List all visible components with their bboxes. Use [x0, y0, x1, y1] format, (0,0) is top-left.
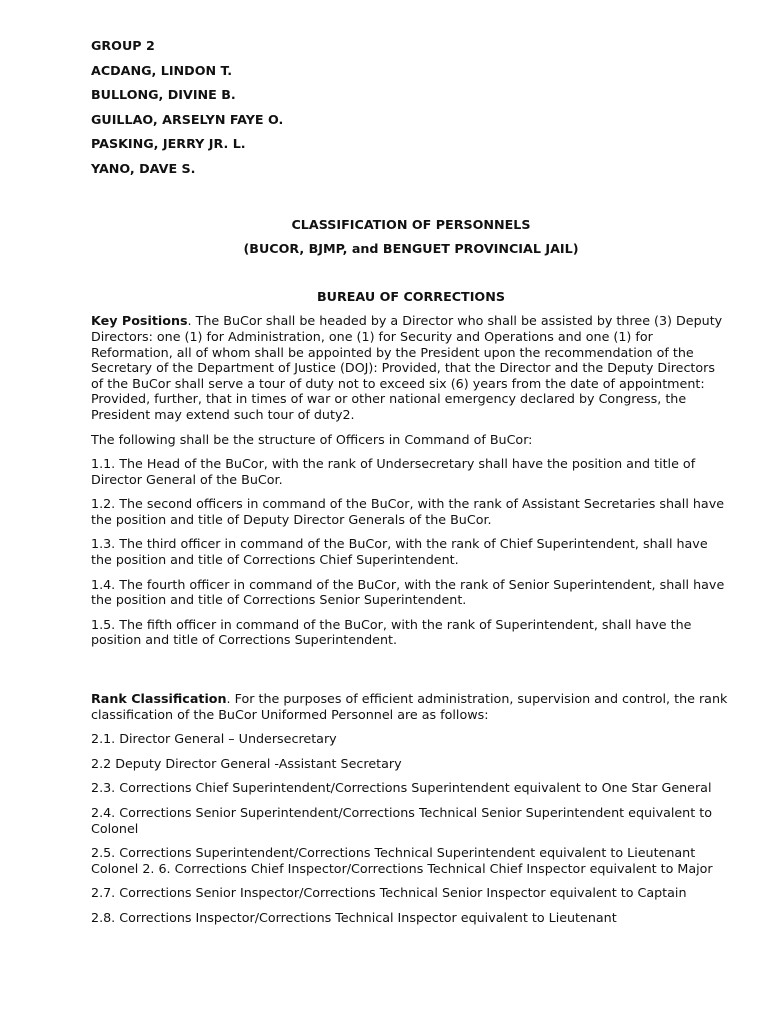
key-positions-paragraph — [91, 313, 731, 422]
document-subtitle: (BUCOR, BJMP, and BENGUET PROVINCIAL JAIL) — [243, 241, 579, 257]
rank-classification-heading: Rank Classification — [91, 691, 227, 707]
group-member: PASKING, JERRY JR. L. — [91, 136, 246, 152]
structure-item: 1.5. The fifth officer in command of the BuCor, with the rank of Superintendent, shall have the position and title of Corrections Superintendent. — [91, 616, 692, 648]
structure-item: 1.2. The second officers in command of the BuCor, with the rank of Assistant Secretaries shall have the position and title of Deputy Director Generals of the BuCor. — [91, 496, 725, 527]
rank-item: 2.2 Deputy Director General -Assistant Secretary — [91, 755, 402, 771]
rank-item: 2.8. Corrections Inspector/Corrections Technical Inspector equivalent to Lieutenant — [91, 909, 617, 925]
group-label: GROUP 2 — [91, 38, 155, 53]
group-member: YANO, DAVE S. — [91, 160, 196, 176]
key-positions-heading: Key Positions — [91, 313, 188, 329]
structure-item: 1.1. The Head of the BuCor, with the rank of Undersecretary shall have the position and title of Director General of the BuCor. — [91, 456, 696, 487]
rank-item: 2.4. Corrections Senior Superintendent/Corrections Technical Senior Superintendent equivalent to Colonel — [91, 805, 712, 836]
group-member: BULLONG, DIVINE B. — [91, 87, 236, 103]
rank-classification-paragraph — [91, 691, 731, 722]
document-title: CLASSIFICATION OF PERSONNELS — [291, 216, 531, 232]
rank-classification-text: . For the purposes of efficient administration, supervision and control, the rank classification of the BuCor Uniformed Personnel are as follows: — [91, 691, 728, 722]
key-positions-text: . The BuCor shall be headed by a Director who shall be assisted by three (3) Deputy Directors: one (1) for Administration, one (1) for Security and Operations and one (1) for Reformation, all of whom shall be appointed by the President upon the recommendation of the Secretary of the Department of Justice (DOJ): Provided, that the Director and the Deputy Directors of the BuCor shall serve a tour of duty not to exceed six (6) years from the date of appointment: Provided, further, that in times of war or other national emergency declared by Congress, the President may extend such tour of duty2. — [91, 313, 723, 422]
rank-item: 2.5. Corrections Superintendent/Corrections Technical Superintendent equivalent to Lieutenant Colonel 2. 6. Corrections Chief Inspector/Corrections Technical Chief Inspector equivalent to Major — [91, 845, 713, 876]
document-page — [91, 38, 731, 935]
structure-intro: The following shall be the structure of Officers in Command of BuCor: — [91, 431, 533, 447]
group-member: ACDANG, LINDON T. — [91, 62, 233, 78]
rank-item: 2.7. Corrections Senior Inspector/Corrections Technical Senior Inspector equivalent to Captain — [91, 885, 687, 901]
rank-item: 2.1. Director General – Undersecretary — [91, 731, 337, 747]
rank-item: 2.3. Corrections Chief Superintendent/Corrections Superintendent equivalent to One Star General — [91, 780, 712, 796]
group-member: GUILLAO, ARSELYN FAYE O. — [91, 111, 284, 127]
section-title: BUREAU OF CORRECTIONS — [317, 288, 505, 304]
structure-item: 1.4. The fourth officer in command of the BuCor, with the rank of Senior Superintendent, shall have the position and title of Corrections Senior Superintendent. — [91, 576, 725, 608]
structure-item: 1.3. The third officer in command of the BuCor, with the rank of Chief Superintendent, shall have the position and title of Corrections Chief Superintendent. — [91, 536, 708, 568]
group-block — [91, 38, 731, 177]
